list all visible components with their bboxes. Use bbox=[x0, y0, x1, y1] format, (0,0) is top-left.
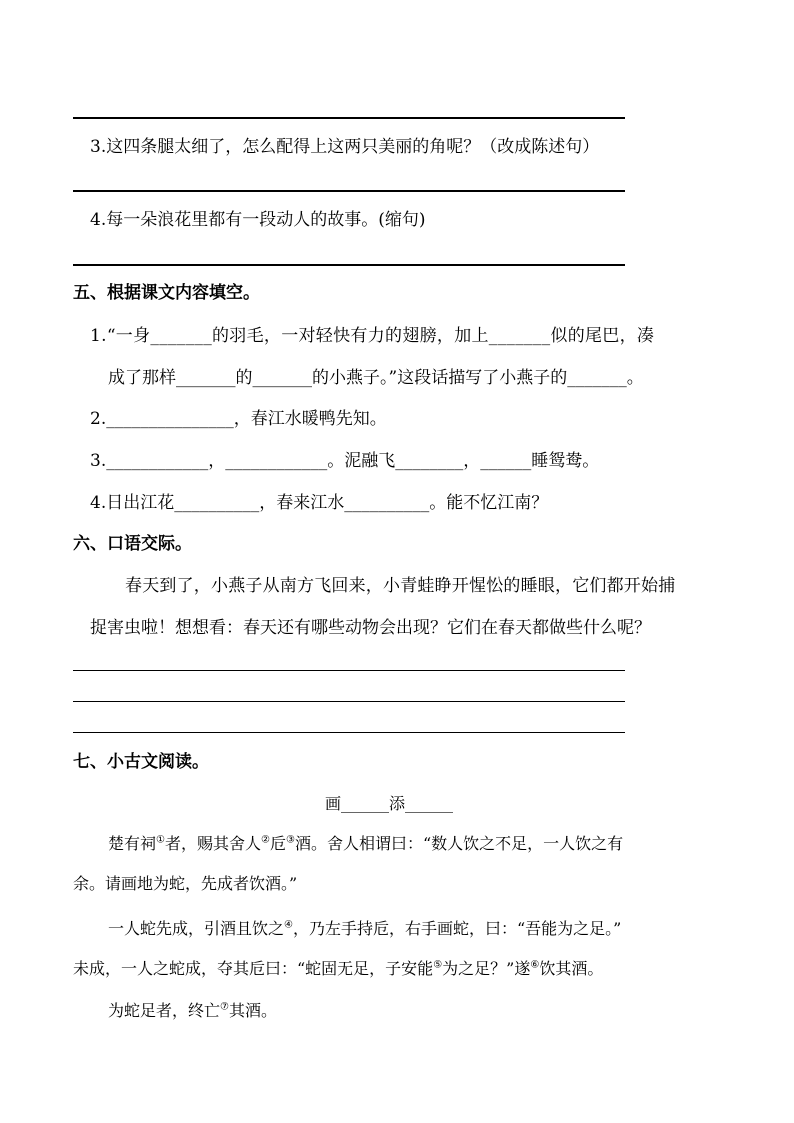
section-6-title: 六、口语交际。 bbox=[73, 534, 192, 554]
s5-item4: 4.日出江花__________，春来江水__________。能不忆江南？ bbox=[90, 493, 549, 513]
s6-para-line1: 春天到了，小燕子从南方飞回来，小青蛙睁开惺忪的睡眼，它们都开始捕 bbox=[125, 576, 676, 596]
s5-item1-line2: 成了那样_______的_______的小燕子。”这段话描写了小燕子的_______。 bbox=[108, 368, 644, 388]
note-4: ④ bbox=[284, 919, 293, 931]
answer-line bbox=[73, 670, 625, 671]
answer-line bbox=[73, 264, 625, 266]
story-p1-line1: 楚有祠①者，赐其舍人②卮③酒。舍人相谓曰：“数人饮之不足，一人饮之有 bbox=[108, 834, 624, 853]
section-5-title: 五、根据课文内容填空。 bbox=[73, 283, 260, 303]
story-p2-line1: 一人蛇先成，引酒且饮之④，乃左手持卮，右手画蛇，曰：“吾能为之足。” bbox=[108, 919, 622, 938]
answer-line bbox=[73, 190, 625, 192]
note-1: ① bbox=[156, 834, 165, 846]
answer-line bbox=[73, 732, 625, 733]
section-7-title: 七、小古文阅读。 bbox=[73, 752, 209, 772]
s6-para-line2: 捉害虫啦！想想看：春天还有哪些动物会出现？它们在春天都做些什么呢？ bbox=[90, 618, 651, 638]
story-p1-line2: 余。请画地为蛇，先成者饮酒。” bbox=[73, 874, 298, 893]
story-p2-line2: 未成，一人之蛇成，夺其卮曰：“蛇固无足，子安能⑤为之足？”遂⑥饮其酒。 bbox=[73, 959, 604, 978]
s5-item1-line1: 1.“一身_______的羽毛，一对轻快有力的翅膀，加上_______似的尾巴，凑 bbox=[90, 326, 655, 346]
answer-line bbox=[73, 117, 625, 119]
question-4: 4.每一朵浪花里都有一段动人的故事。(缩句) bbox=[90, 210, 426, 230]
note-2: ② bbox=[261, 834, 270, 846]
answer-line bbox=[73, 701, 625, 702]
question-3: 3.这四条腿太细了，怎么配得上这两只美丽的角呢？（改成陈述句） bbox=[90, 137, 600, 157]
s5-item3: 3.____________，____________。泥融飞________，______睡鸳鸯。 bbox=[90, 451, 600, 471]
note-6: ⑥ bbox=[530, 959, 540, 971]
note-5: ⑤ bbox=[433, 959, 443, 971]
story-p3: 为蛇足者，终亡⑦其酒。 bbox=[108, 1001, 277, 1020]
s5-item2: 2._______________，春江水暖鸭先知。 bbox=[90, 409, 387, 429]
story-title: 画______添______ bbox=[325, 794, 454, 813]
note-3: ③ bbox=[285, 834, 295, 846]
note-7: ⑦ bbox=[220, 1001, 229, 1013]
